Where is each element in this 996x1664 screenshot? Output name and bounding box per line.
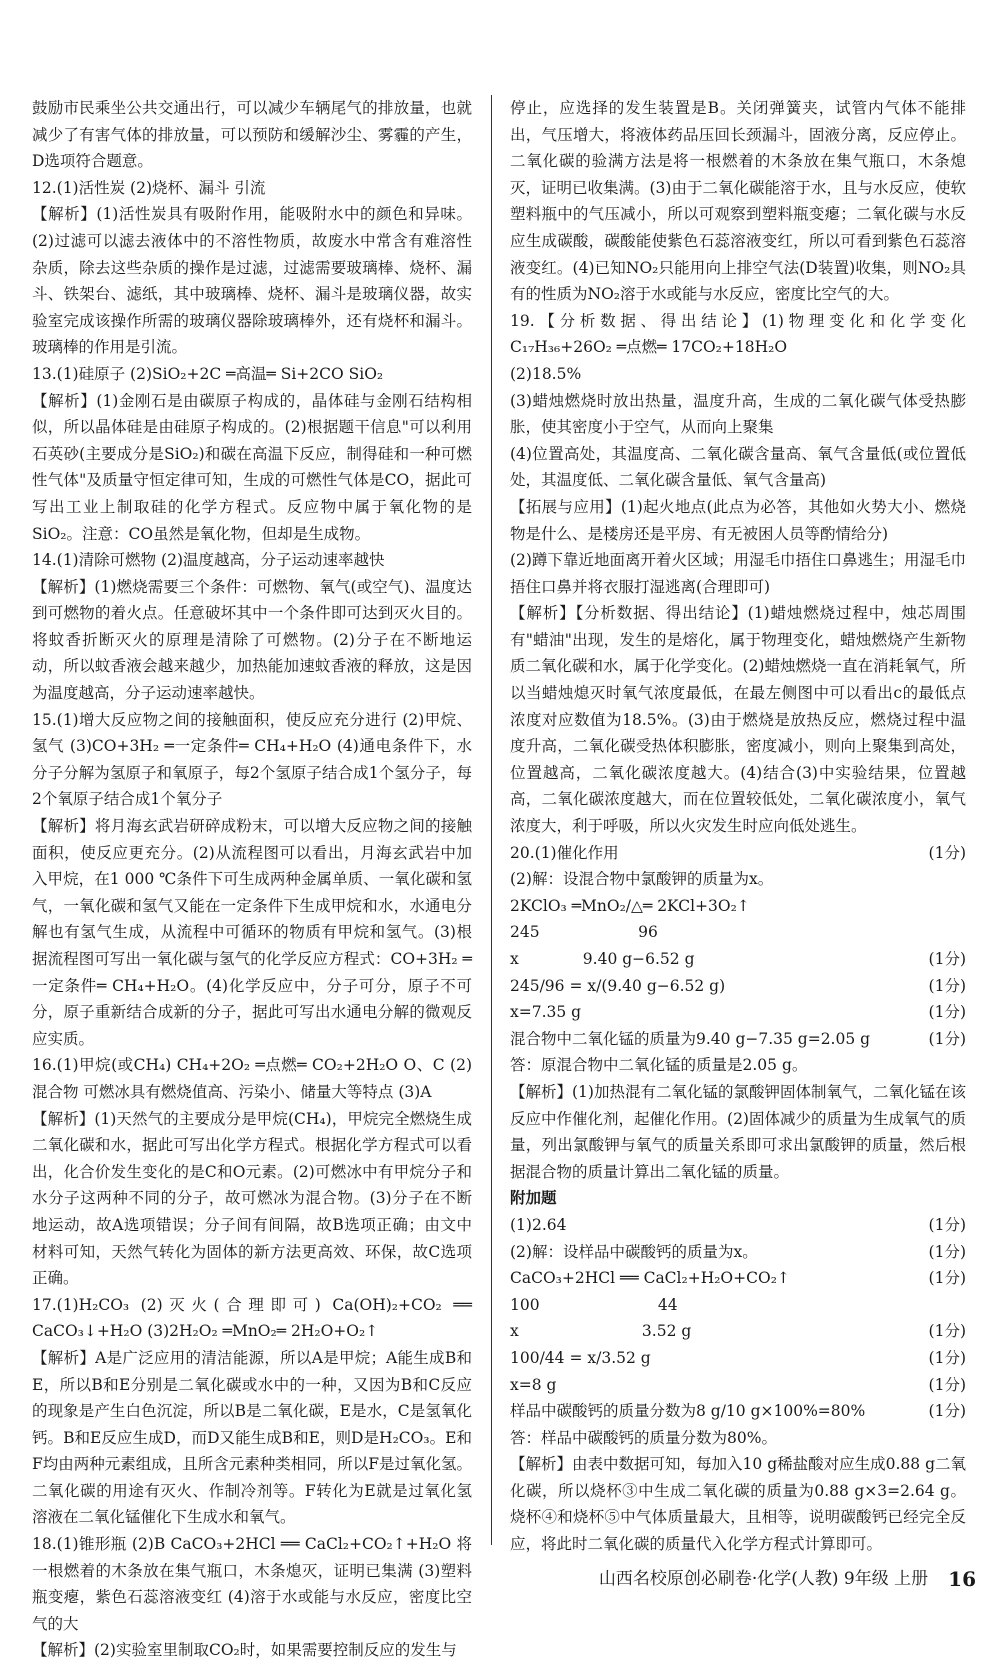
answer-19-3: (3)蜡烛燃烧时放出热量，温度升高，生成的二氧化碳气体受热膨胀，使其密度小于空气，从而向上聚集 [510,391,966,437]
calc-row [510,1239,966,1266]
calc-row [510,1318,966,1345]
calc-text: 答：样品中碳酸钙的质量分数为80%。 [510,1428,777,1447]
answer-13: 13.(1)硅原子 (2)SiO₂+2C ═高温═ Si+2CO SiO₂ [32,364,384,383]
calc-text: 答：原混合物中二氧化锰的质量是2.05 g。 [510,1056,808,1075]
calc-row [510,919,966,946]
score: (1分) [928,1322,966,1341]
calc-text: x=8 g [510,1375,557,1394]
calc-text: (2)解：设样品中碳酸钙的质量为x。 [510,1242,758,1261]
calc-text: 245 96 [510,923,658,942]
extension-19-2: (2)蹲下靠近地面离开着火区域；用湿毛巾捂住口鼻逃生；用湿毛巾捂住口鼻并将衣服打湿逃离(合理即可) [510,551,966,596]
calc-text: x 9.40 g−6.52 g [510,950,695,968]
calc-row [510,1425,966,1452]
calc-text: x 3.52 g [510,1322,692,1341]
analysis-13: 【解析】(1)金刚石是由碳原子构成的，晶体硅与金刚石结构相似，所以晶体硅是由硅原子构成的。(2)根据题干信息"可以利用石英砂(主要成分是SiO₂)和碳在高温下反应，制得硅和一种可燃性气体"及质量守恒定律可知，生成的可燃性气体是CO，据此可写出工业上制取硅的化学方程式。反应物中属于氧化物的是SiO₂。注意：CO虽然是氧化物，但却是生成物。 [32,391,472,543]
calc-row [510,1052,966,1079]
calc-text: 100/44 = x/3.52 g [510,1348,651,1367]
score: (1分) [928,950,966,968]
score: (1分) [928,1348,966,1367]
calc-text: 2KClO₃ ═MnO₂/△═ 2KCl+3O₂↑ [510,896,750,915]
score: (1分) [928,1215,966,1234]
calc-row [510,1372,966,1399]
analysis-15: 【解析】将月海玄武岩研碎成粉末，可以增大反应物之间的接触面积，使反应更充分。(2)从流程图可以看出，月海玄武岩中加入甲烷，在1 000 ℃条件下可生成两种金属单质、一氧化碳和氢气，一氧化碳和氢气又能在一定条件下生成甲烷和水，水通电分解也有氢气生成，从流程中可循环的物质有甲烷和氢气。(3)根据流程图可写出一氧化碳与氢气的化学反应方程式：CO+3H₂ ═一定条件═ CH₄+H₂O。(4)化学反应中，分子可分，原子不可分，原子重新结合成新的分子，据此可写出水通电分解的微观反应实质。 [32,817,472,1048]
calc-row [510,999,966,1026]
calc-row [510,973,966,1000]
analysis-16: 【解析】(1)天然气的主要成分是甲烷(CH₄)，甲烷完全燃烧生成二氧化碳和水，据此可写出化学方程式。根据化学方程式可以看出，化合价发生变化的是C和O元素。(2)可燃冰中有甲烷分子和水分子这两种不同的分子，故可燃冰为混合物。(3)分子在不断地运动，故A选项错误；分子间有间隔，故B选项正确；由文中材料可知，天然气转化为固体的新方法更高效、环保，故C选项正确。 [32,1109,472,1288]
calc-20 [510,866,966,1079]
calc-row [510,1265,966,1292]
calc-text: 样品中碳酸钙的质量分数为8 g/10 g×100%=80% [510,1402,866,1421]
page-footer [560,1566,976,1596]
analysis-18-cont: 停止，应选择的发生装置是B。关闭弹簧夹，试管内气体不能排出，气压增大，将液体药品压回长颈漏斗，固液分离，反应停止。二氧化碳的验满方法是将一根燃着的木条放在集气瓶口，木条熄灭，证明已收集满。(3)由于二氧化碳能溶于水，且与水反应，使软塑料瓶中的气压减小，所以可观察到塑料瓶变瘪；二氧化碳与水反应生成碳酸，碳酸能使紫色石蕊溶液变红，所以可看到紫色石蕊溶液变红。(4)已知NO₂只能用向上排空气法(D装置)收集，则NO₂具有的性质为NO₂溶于水或能与水反应，密度比空气的大。 [510,99,966,304]
score: (1分) [928,1269,966,1288]
calc-row [510,1345,966,1372]
answer-17: 17.(1)H₂CO₃ (2)灭火(合理即可) Ca(OH)₂+CO₂ ══ CaCO₃↓+H₂O (3)2H₂O₂ ═MnO₂═ 2H₂O+O₂↑ [32,1295,472,1341]
paragraph: 鼓励市民乘坐公共交通出行，可以减少车辆尾气的排放量，也就减少了有害气体的排放量，可以预防和缓解沙尘、雾霾的产生，D选项符合题意。 [32,99,472,171]
calc-row [510,866,966,893]
analysis-19: 【解析】【分析数据、得出结论】(1)蜡烛燃烧过程中，烛芯周围有"蜡油"出现，发生的是熔化，属于物理变化，蜡烛燃烧产生新物质二氧化碳和水，属于化学变化。(2)蜡烛燃烧一直在消耗氧气，所以当蜡烛熄灭时氧气浓度最低，在最左侧图中可以看出c的最低点浓度对应数值为18.5%。(3)由于燃烧是放热反应，燃烧过程中温度升高，二氧化碳受热体积膨胀，密度减小，则向上聚集到高处，位置越高，二氧化碳浓度越大。(4)结合(3)中实验结果，位置越高，二氧化碳浓度越大，而在位置较低处，二氧化碳浓度小，氧气浓度大，利于呼吸，所以火灾发生时应向低处逃生。 [510,604,966,836]
score: (1分) [928,1402,966,1421]
answer-16: 16.(1)甲烷(或CH₄) CH₄+2O₂ ═点燃═ CO₂+2H₂O O、C (2)混合物 可燃冰具有燃烧值高、污染小、储量大等特点 (3)A [32,1056,472,1101]
calc-row [510,893,966,920]
score: (1分) [928,1029,966,1048]
answer-19: 19.【分析数据、得出结论】(1)物理变化和化学变化 C₁₇H₃₆+26O₂ ═点燃═ 17CO₂+18H₂O [510,311,966,357]
answer-20-text: 20.(1)催化作用 [510,843,619,862]
calc-text: 245/96 = x/(9.40 g−6.52 g) [510,976,726,995]
calc-row [510,1212,966,1239]
analysis-20: 【解析】(1)加热混有二氧化锰的氯酸钾固体制氧气，二氧化锰在该反应中作催化剂，起催化作用。(2)固体减少的质量为生成氧气的质量，列出氯酸钾与氧气的质量关系即可求出氯酸钾的质量，然后根据混合物的质量计算出二氧化锰的质量。 [510,1082,966,1181]
analysis-14: 【解析】(1)燃烧需要三个条件：可燃物、氧气(或空气)、温度达到可燃物的着火点。任意破坏其中一个条件即可达到灭火目的。将蚊香折断灭火的原理是清除了可燃物。(2)分子在不断地运动，所以蚊香液会越来越少，加热能加速蚊香液的释放，这是因为温度越高，分子运动速率越快。 [32,577,472,703]
answer-12: 12.(1)活性炭 (2)烧杯、漏斗 引流 [32,178,266,197]
answer-19-2: (2)18.5% [510,364,582,383]
calc-row [510,1026,966,1053]
addon-analysis: 【解析】由表中数据可知，每加入10 g稀盐酸对应生成0.88 g二氧化碳，所以烧杯③中生成二氧化碳的质量为0.88 g×3=2.64 g。烧杯④和烧杯⑤中气体质量最大，且相等，说明碳酸钙已经完全反应，将此时二氧化碳的质量代入化学方程式计算即可。 [510,1455,966,1554]
page-number: 16 [948,1567,976,1591]
extension-19-1: 【拓展与应用】(1)起火地点(此点为必答，其他如火势大小、燃烧物是什么、是楼房还是平房、有无被困人员等酌情给分) [510,497,966,543]
calc-text: CaCO₃+2HCl ══ CaCl₂+H₂O+CO₂↑ [510,1269,790,1288]
analysis-12: 【解析】(1)活性炭具有吸附作用，能吸附水中的颜色和异味。(2)过滤可以滤去液体中的不溶性物质，故废水中常含有难溶性杂质，除去这些杂质的操作是过滤，过滤需要玻璃棒、烧杯、漏斗、铁架台、滤纸，其中玻璃棒、烧杯、漏斗是玻璃仪器，故实验室完成该操作所需的玻璃仪器除玻璃棒外，还有烧杯和漏斗。玻璃棒的作用是引流。 [32,205,472,357]
answer-14: 14.(1)清除可燃物 (2)温度越高，分子运动速率越快 [32,551,385,570]
analysis-17: 【解析】A是广泛应用的清洁能源，所以A是甲烷；A能生成B和E，所以B和E分别是二氧化碳或水中的一种，又因为B和C反应的现象是产生白色沉淀，所以B是二氧化碳，E是水，C是氢氧化钙。B和E反应生成D，而D又能生成B和E，则D是H₂CO₃。E和F均由两种元素组成，且所含元素种类相同，所以F是过氧化氢。二氧化碳的用途有灭火、作制冷剂等。F转化为E就是过氧化氢溶液在二氧化锰催化下生成水和氧气。 [32,1348,473,1527]
calc-text: x=7.35 g [510,1003,582,1022]
score: (1分) [928,843,966,862]
left-column [32,95,472,1664]
addon-calc [510,1212,966,1451]
calc-text: (2)解：设混合物中氯酸钾的质量为x。 [510,870,774,889]
answer-19-4: (4)位置高处，其温度高、二氧化碳含量高、氧气含量低(或位置低处，其温度低、二氧化碳含量低、氧气含量高) [510,444,966,490]
addon-title: 附加题 [510,1188,557,1208]
calc-row [510,1292,966,1319]
calc-text: 混合物中二氧化锰的质量为9.40 g−7.35 g=2.05 g [510,1029,871,1048]
answer-15: 15.(1)增大反应物之间的接触面积，使反应充分进行 (2)甲烷、氢气 (3)CO+3H₂ ═一定条件═ CH₄+H₂O (4)通电条件下，水分子分解为氢原子和氧原子，每2个氢原子结合成1个氢分子，每2个氧原子结合成1个氧分子 [32,710,472,809]
right-column [510,95,966,1558]
calc-row [510,1398,966,1425]
calc-text: (1)2.64 [510,1215,567,1234]
footer-text: 山西名校原创必刷卷·化学(人教) 9年级 上册 [598,1569,929,1589]
score: (1分) [928,1375,966,1394]
score: (1分) [928,1003,966,1022]
score: (1分) [928,976,966,995]
column-divider [491,95,492,1545]
calc-row [510,946,966,973]
analysis-18: 【解析】(2)实验室里制取CO₂时，如果需要控制反应的发生与 [32,1641,457,1660]
answer-18: 18.(1)锥形瓶 (2)B CaCO₃+2HCl ══ CaCl₂+CO₂↑+H₂O 将一根燃着的木条放在集气瓶口，木条熄灭，证明已集满 (3)塑料瓶变瘪，紫色石蕊溶液变红 (4)溶于水或能与水反应，密度比空气的大 [32,1535,472,1633]
answer-20-1 [510,840,966,867]
score: (1分) [928,1242,966,1261]
calc-text: 100 44 [510,1295,678,1314]
